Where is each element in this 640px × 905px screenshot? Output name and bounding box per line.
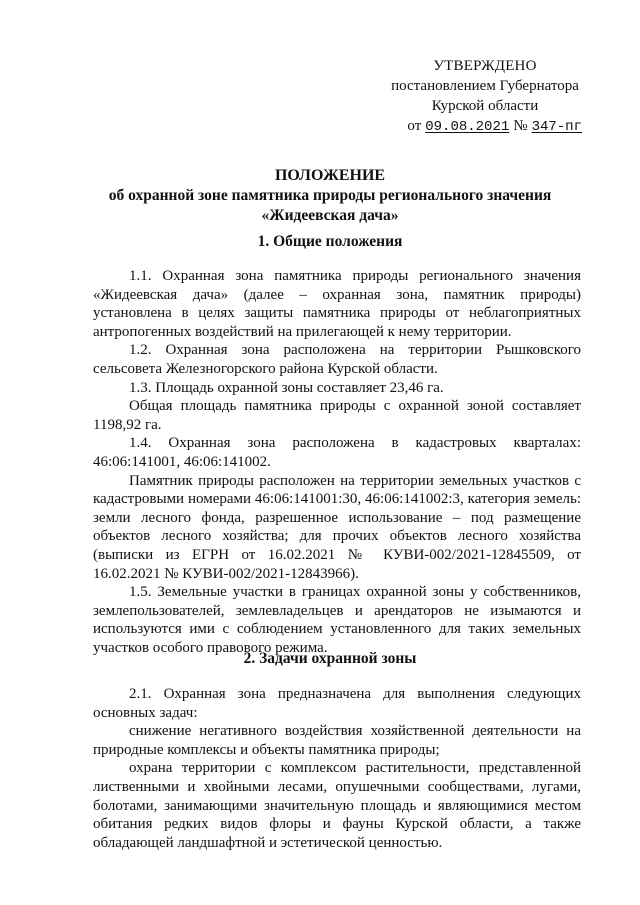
paragraph: Памятник природы расположен на территории земельных участков с кадастровыми номерами 46:06:141001:30, 46:06:141002:3, категория земель: земли лесного фонда, разрешенное использование – под размещение объектов лесного хозяйства; для прочих объектов лесного хозяйства (выписки из ЕГРН от 16.02.2021 № КУВИ-002/2021-12845509, от 16.02.2021 № КУВИ-002/2021-12843966). — [93, 472, 581, 582]
document-subtitle-line-2: «Жидеевская дача» — [261, 207, 399, 224]
document-title: ПОЛОЖЕНИЕ — [274, 167, 386, 184]
document-subtitle-line-1: об охранной зоне памятника природы регионального значения — [108, 187, 552, 204]
approval-title: УТВЕРЖДЕНО — [433, 58, 537, 74]
paragraph: 1.2. Охранная зона расположена на территории Рышковского сельсовета Железногорского района Курской области. — [93, 342, 581, 377]
paragraph: 1.4. Охранная зона расположена в кадастровых кварталах: 46:06:141001, 46:06:141002. — [93, 435, 581, 470]
paragraph: снижение негативного воздействия хозяйственной деятельности на природные комплексы и объекты памятника природы; — [93, 723, 581, 758]
approval-number: 347-пг — [531, 119, 582, 135]
approval-date-line — [380, 116, 582, 137]
approval-line-1: постановлением Губернатора — [391, 78, 579, 94]
section-1-title: 1. Общие положения — [257, 233, 403, 250]
section-2-title: 2. Задачи охранной зоны — [243, 650, 417, 667]
paragraph: 1.3. Площадь охранной зоны составляет 23,46 га. — [129, 379, 444, 396]
paragraph: охрана территории с комплексом растительности, представленной лиственными и хвойными лесами, опушечными сообществами, лугами, болотами, занимающими значительную площадь и являющимися местом обитания редких видов флоры и фауны Курской области, а также обладающей ландшафтной и эстетической ценностью. — [93, 760, 581, 851]
paragraph: 2.1. Охранная зона предназначена для выполнения следующих основных задач: — [93, 686, 581, 721]
approval-date: 09.08.2021 — [425, 119, 510, 135]
approval-from-label: от — [407, 118, 422, 134]
document-heading — [60, 166, 600, 226]
approval-stamp — [380, 56, 590, 137]
section-1-body — [93, 267, 581, 657]
paragraph: 1.5. Земельные участки в границах охранной зоны у собственников, землепользователей, землевладельцев и арендаторов не изымаются и используются ими с соблюдением установленного для таких земельных участков особого правового режима. — [93, 584, 581, 656]
approval-number-label: № — [513, 118, 528, 134]
section-2-body — [93, 685, 581, 852]
paragraph: Общая площадь памятника природы с охранной зоной составляет 1198,92 га. — [93, 398, 581, 433]
approval-line-2: Курской области — [431, 98, 539, 114]
paragraph: 1.1. Охранная зона памятника природы регионального значения «Жидеевская дача» (далее – охранная зона, памятник природы) установлена в целях защиты памятника природы от неблагоприятных антропогенных воздействий на прилегающей к нему территории. — [93, 268, 581, 340]
